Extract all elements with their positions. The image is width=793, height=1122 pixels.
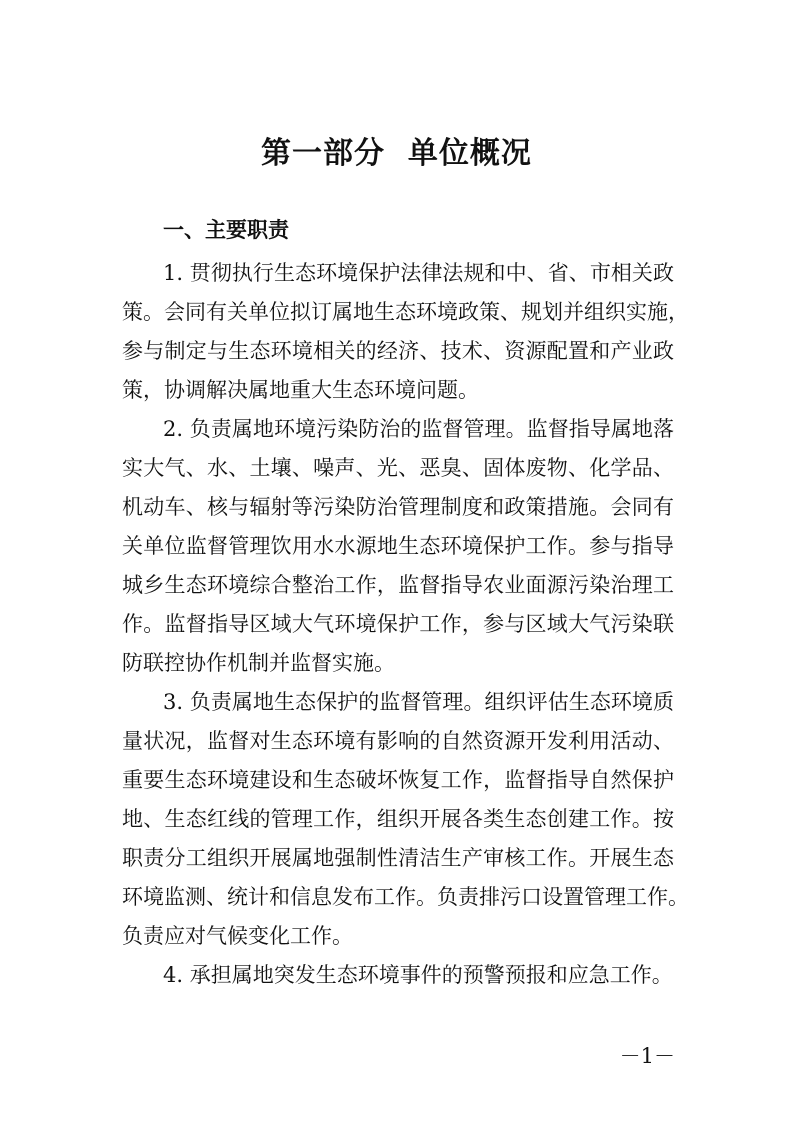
paragraph-3-line-1: 3. 负责属地生态保护的监督管理。组织评估生态环境质 <box>163 690 674 714</box>
paragraph-3-line-7: 负责应对气候变化工作。 <box>122 924 353 948</box>
paragraph-2-line-7: 防联控协作机制并监督实施。 <box>122 651 395 675</box>
paragraph-3-line-2: 量状况，监督对生态环境有影响的自然资源开发利用活动、 <box>122 729 674 753</box>
paragraph-2-line-1: 2. 负责属地环境污染防治的监督管理。监督指导属地落 <box>163 417 674 441</box>
paragraph-1-line-3: 参与制定与生态环境相关的经济、技术、资源配置和产业政 <box>122 339 674 363</box>
paragraph-2-line-6: 作。监督指导区域大气环境保护工作，参与区域大气污染联 <box>122 612 674 636</box>
paragraph-3-line-6: 环境监测、统计和信息发布工作。负责排污口设置管理工作。 <box>122 885 689 909</box>
paragraph-3-line-4: 地、生态红线的管理工作，组织开展各类生态创建工作。按 <box>122 807 674 831</box>
paragraph-2-line-4: 关单位监督管理饮用水水源地生态环境保护工作。参与指导 <box>122 534 674 558</box>
paragraph-2-line-3: 机动车、核与辐射等污染防治管理制度和政策措施。会同有 <box>122 495 674 519</box>
paragraph-2-line-2: 实大气、水、土壤、噪声、光、恶臭、固体废物、化学品、 <box>122 456 674 480</box>
paragraph-2-line-5: 城乡生态环境综合整治工作，监督指导农业面源污染治理工 <box>122 573 674 597</box>
page-number: －1－ <box>619 1044 675 1068</box>
paragraph-1-line-1: 1. 贯彻执行生态环境保护法律法规和中、省、市相关政 <box>163 261 674 285</box>
paragraph-3-line-3: 重要生态环境建设和生态破坏恢复工作，监督指导自然保护 <box>122 768 674 792</box>
page-title: 第一部分 单位概况 <box>261 136 532 171</box>
section-heading: 一、主要职责 <box>163 218 289 242</box>
paragraph-3-line-5: 职责分工组织开展属地强制性清洁生产审核工作。开展生态 <box>122 846 674 870</box>
paragraph-4-line-1: 4. 承担属地突发生态环境事件的预警预报和应急工作。 <box>163 963 673 987</box>
paragraph-1-line-4: 策，协调解决属地重大生态环境问题。 <box>122 378 479 402</box>
paragraph-1-line-2: 策。会同有关单位拟订属地生态环境政策、规划并组织实施， <box>122 300 689 324</box>
